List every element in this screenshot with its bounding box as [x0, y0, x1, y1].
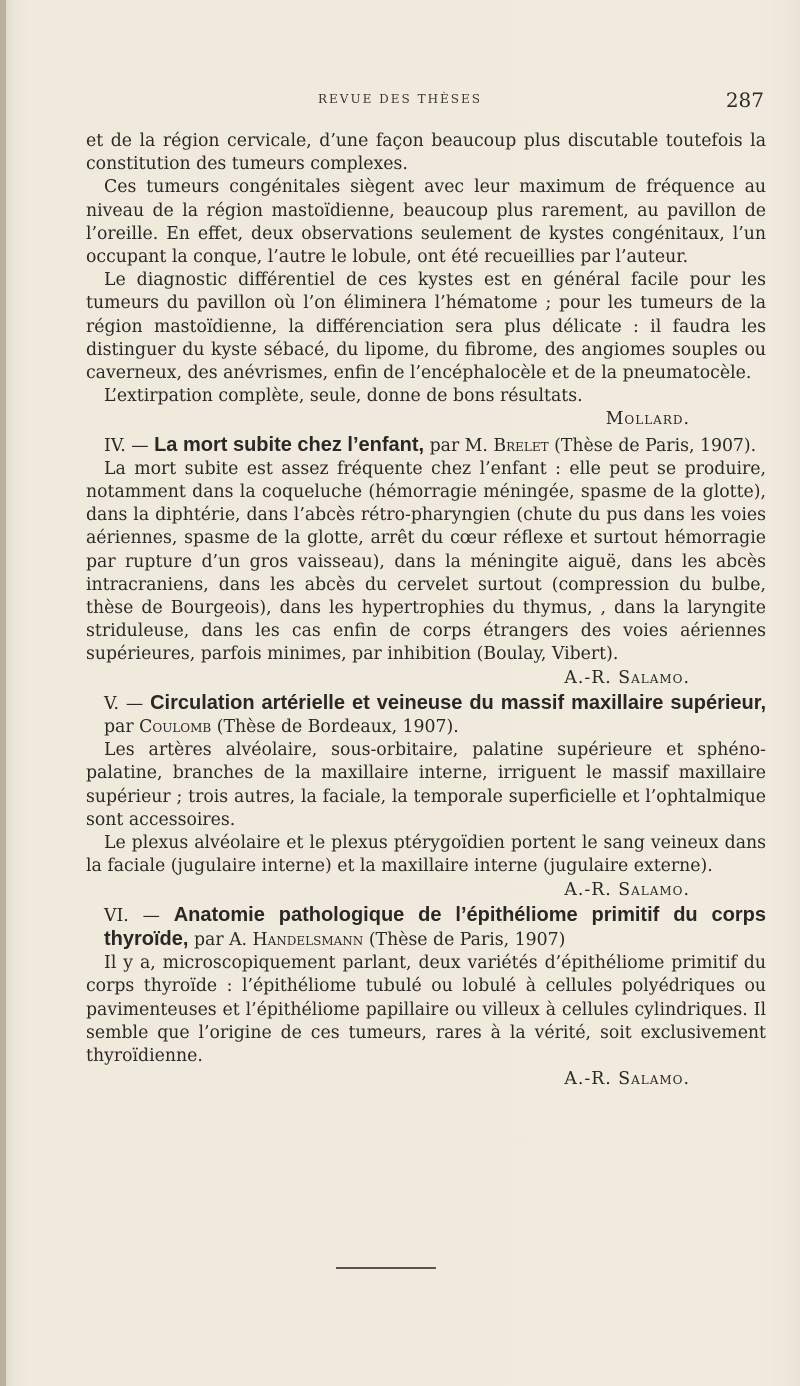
article-v [86, 692, 766, 902]
article-number: V. — [104, 693, 144, 714]
intro-signature: Mollard. [605, 409, 690, 430]
article-heading [86, 904, 766, 952]
article-body: La mort subite est assez fréquente chez l’enfant : elle peut se produire, notamment dans la coqueluche (hémorragie méningée, spasme de la glotte), dans la diphtérie, dans l’abcès rétro-pharyngien (chute du pus dans les voies aériennes, spasme de la glotte, arrêt du cœur réflexe et surtout hémorragie par rupture d’un gros vaisseau), dans la méningite aiguë, dans les abcès intracraniens, dans les abcès du cervelet surtout (compression du bulbe, thèse de Bourgeois), dans les hypertrophies du thymus, , dans la laryngite striduleuse, dans les cas enfin de corps étrangers des voies aériennes supérieures, parfois minimes, par inhibition (Boulay, Vibert). [86, 458, 766, 665]
article-byline-prefix: par A. [193, 929, 248, 950]
page-body [86, 130, 766, 1091]
intro-paragraph-4: L’extirpation complète, seule, donne de bons résultats. [104, 386, 583, 407]
article-heading [86, 434, 766, 458]
article-body: Il y a, microscopiquement parlant, deux variétés d’épithéliome primitif du corps thyroïde : l’épithéliome tubulé ou lobulé à cellules polyédriques ou pavimenteuses et l’épithéliome papillaire ou villeux à cellules cylindriques. Il semble que l’origine de ces tumeurs, rares à la vérité, soit exclusivement thyroïdienne. [86, 953, 766, 1066]
running-title: REVUE DES THÈSES [318, 92, 482, 106]
article-signature: A.-R. Salamo. [564, 667, 690, 688]
article-number: IV. — [104, 435, 149, 456]
article-title: La mort subite chez l’enfant, [154, 433, 425, 456]
article-title: Anatomie pathologique de l’épithéliome primitif du corps thyroïde, [104, 903, 766, 950]
article-signature: A.-R. Salamo. [564, 879, 690, 900]
page-header [78, 88, 764, 118]
article-body-2: Le plexus alvéolaire et le plexus ptérygoïdien portent le sang veineux dans la faciale (jugulaire interne) et la maxillaire interne (jugulaire externe). [86, 833, 766, 877]
article-body: Les artères alvéolaire, sous-orbitaire, palatine supérieure et sphéno-palatine, branches de la maxillaire interne, irriguent le massif maxillaire supérieur ; trois autres, la faciale, la temporale superficielle et l’ophtalmique sont accessoires. [86, 740, 766, 830]
article-author: Coulomb [139, 717, 212, 738]
article-source: (Thèse de Bordeaux, 1907). [216, 717, 459, 738]
intro-paragraph-2: Ces tumeurs congénitales siègent avec leur maximum de fréquence au niveau de la région mastoïdienne, beaucoup plus rarement, au pavillon de l’oreille. En effet, deux observations seulement de kystes congénitaux, l’un occupant la conque, l’autre le lobule, ont été recueillies par l’auteur. [86, 177, 766, 268]
article-source: (Thèse de Paris, 1907) [368, 929, 566, 950]
article-heading [86, 692, 766, 739]
article-byline-prefix: par M. [429, 435, 488, 456]
article-signature: A.-R. Salamo. [564, 1069, 690, 1090]
article-byline-prefix: par [104, 717, 134, 738]
article-number: VI. — [104, 905, 160, 926]
page-spine-shadow [0, 0, 6, 1386]
closing-rule [336, 1267, 436, 1269]
intro-paragraph-3: Le diagnostic différentiel de ces kystes est en général facile pour les tumeurs du pavillon où l’on éliminera l’hématome ; pour les tumeurs de la région mastoïdienne, la différenciation sera plus délicate : il faudra les distinguer du kyste sébacé, du lipome, du fibrome, des angiomes souples ou caverneux, des anévrismes, enfin de l’encéphalocèle et de la pneumatocèle. [86, 270, 766, 384]
intro-paragraph-1: et de la région cervicale, d’une façon beaucoup plus discutable toutefois la constitution des tumeurs complexes. [86, 131, 766, 175]
article-source: (Thèse de Paris, 1907). [554, 435, 757, 456]
page-number: 287 [725, 88, 764, 112]
article-title: Circulation artérielle et veineuse du massif maxillaire supérieur, [150, 691, 766, 714]
article-author: Brelet [493, 435, 549, 456]
article-author: Handelsmann [252, 929, 364, 950]
article-iv [86, 434, 766, 690]
article-vi [86, 904, 766, 1092]
